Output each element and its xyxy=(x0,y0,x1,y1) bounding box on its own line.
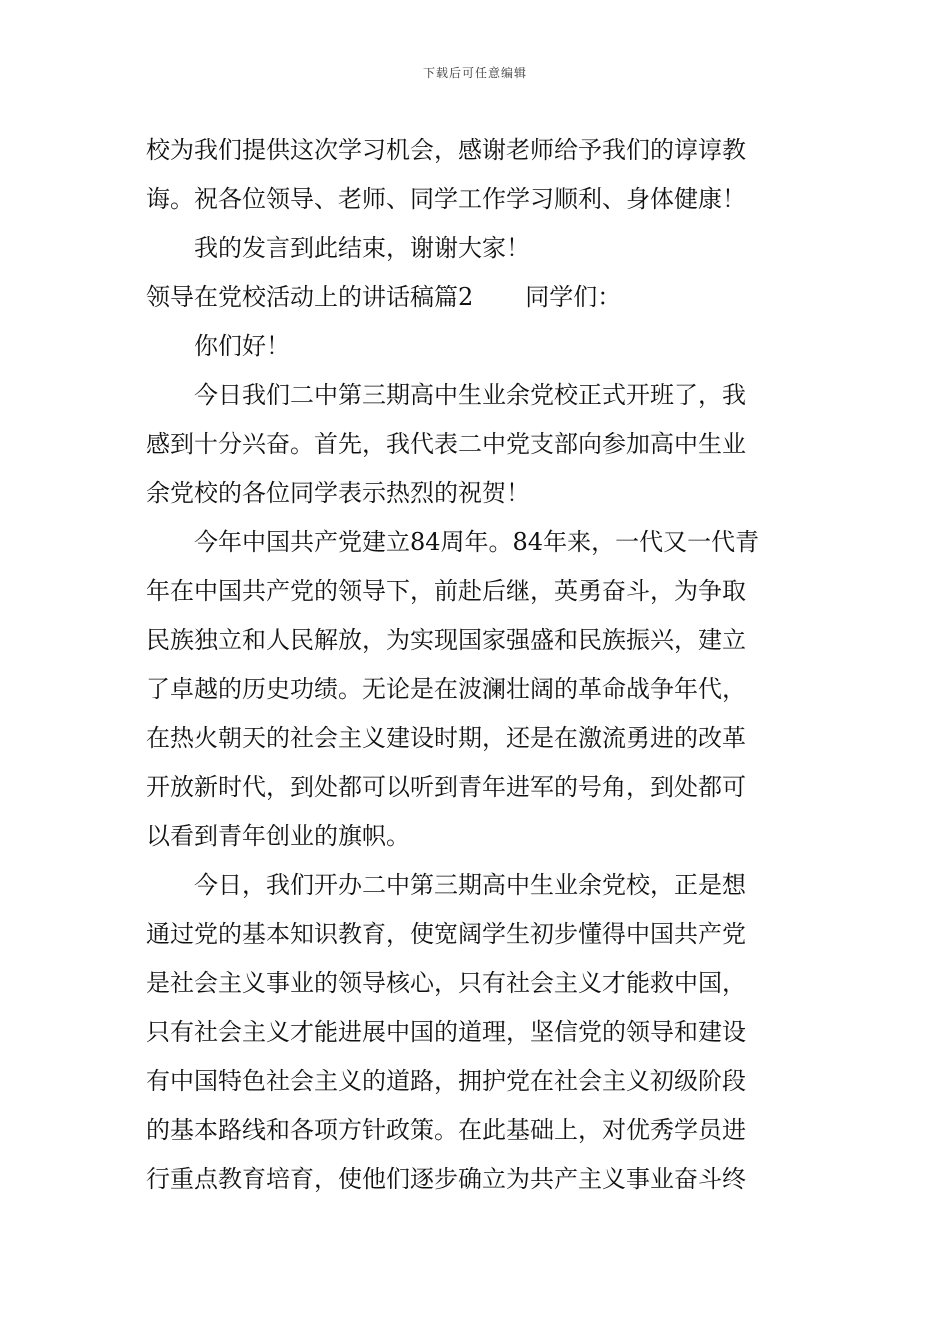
paragraph-line: 你们好！ xyxy=(194,332,290,360)
document-body xyxy=(146,126,811,1204)
paragraph-line: 我的发言到此结束，谢谢大家！ xyxy=(194,234,530,262)
paragraph-line: 在热火朝天的社会主义建设时期，还是在激流勇进的改革 xyxy=(146,724,746,752)
paragraph-line: 通过党的基本知识教育，使宽阔学生初步懂得中国共产党 xyxy=(146,920,746,948)
paragraph-line: 年在中国共产党的领导下，前赴后继，英勇奋斗，为争取 xyxy=(146,577,746,605)
paragraph-line: 今日，我们开办二中第三期高中生业余党校，正是想 xyxy=(194,871,746,899)
paragraph-line: 有中国特色社会主义的道路，拥护党在社会主义初级阶段 xyxy=(146,1067,746,1095)
paragraph-line: 行重点教育培育，使他们逐步确立为共产主义事业奋斗终 xyxy=(146,1165,746,1193)
paragraph-line: 校为我们提供这次学习机会，感谢老师给予我们的谆谆教 xyxy=(146,136,746,164)
paragraph-line: 了卓越的历史功绩。无论是在波澜壮阔的革命战争年代， xyxy=(146,675,746,703)
salutation: 同学们： xyxy=(525,283,622,311)
paragraph-line: 民族独立和人民解放，为实现国家强盛和民族振兴，建立 xyxy=(146,626,746,654)
paragraph-line: 开放新时代，到处都可以听到青年进军的号角，到处都可 xyxy=(146,773,746,801)
page-header: 下载后可任意编辑 xyxy=(422,66,527,80)
paragraph-line: 感到十分兴奋。首先，我代表二中党支部向参加高中生业 xyxy=(146,430,746,458)
paragraph-line: 余党校的各位同学表示热烈的祝贺！ xyxy=(146,479,530,507)
paragraph-line: 只有社会主义才能进展中国的道理，坚信党的领导和建设 xyxy=(146,1018,746,1046)
paragraph-line: 以看到青年创业的旗帜。 xyxy=(146,822,410,850)
paragraph-line: 诲。祝各位领导、老师、同学工作学习顺利、身体健康！ xyxy=(146,185,746,213)
section-heading-line xyxy=(146,273,811,322)
paragraph-line: 今日我们二中第三期高中生业余党校正式开班了，我 xyxy=(194,381,746,409)
paragraph-line: 今年中国共产党建立84周年。84年来，一代又一代青 xyxy=(194,528,760,556)
section-title: 领导在党校活动上的讲话稿篇2 xyxy=(146,283,474,311)
paragraph-line: 的基本路线和各项方针政策。在此基础上，对优秀学员进 xyxy=(146,1116,746,1144)
paragraph-line: 是社会主义事业的领导核心，只有社会主义才能救中国， xyxy=(146,969,746,997)
